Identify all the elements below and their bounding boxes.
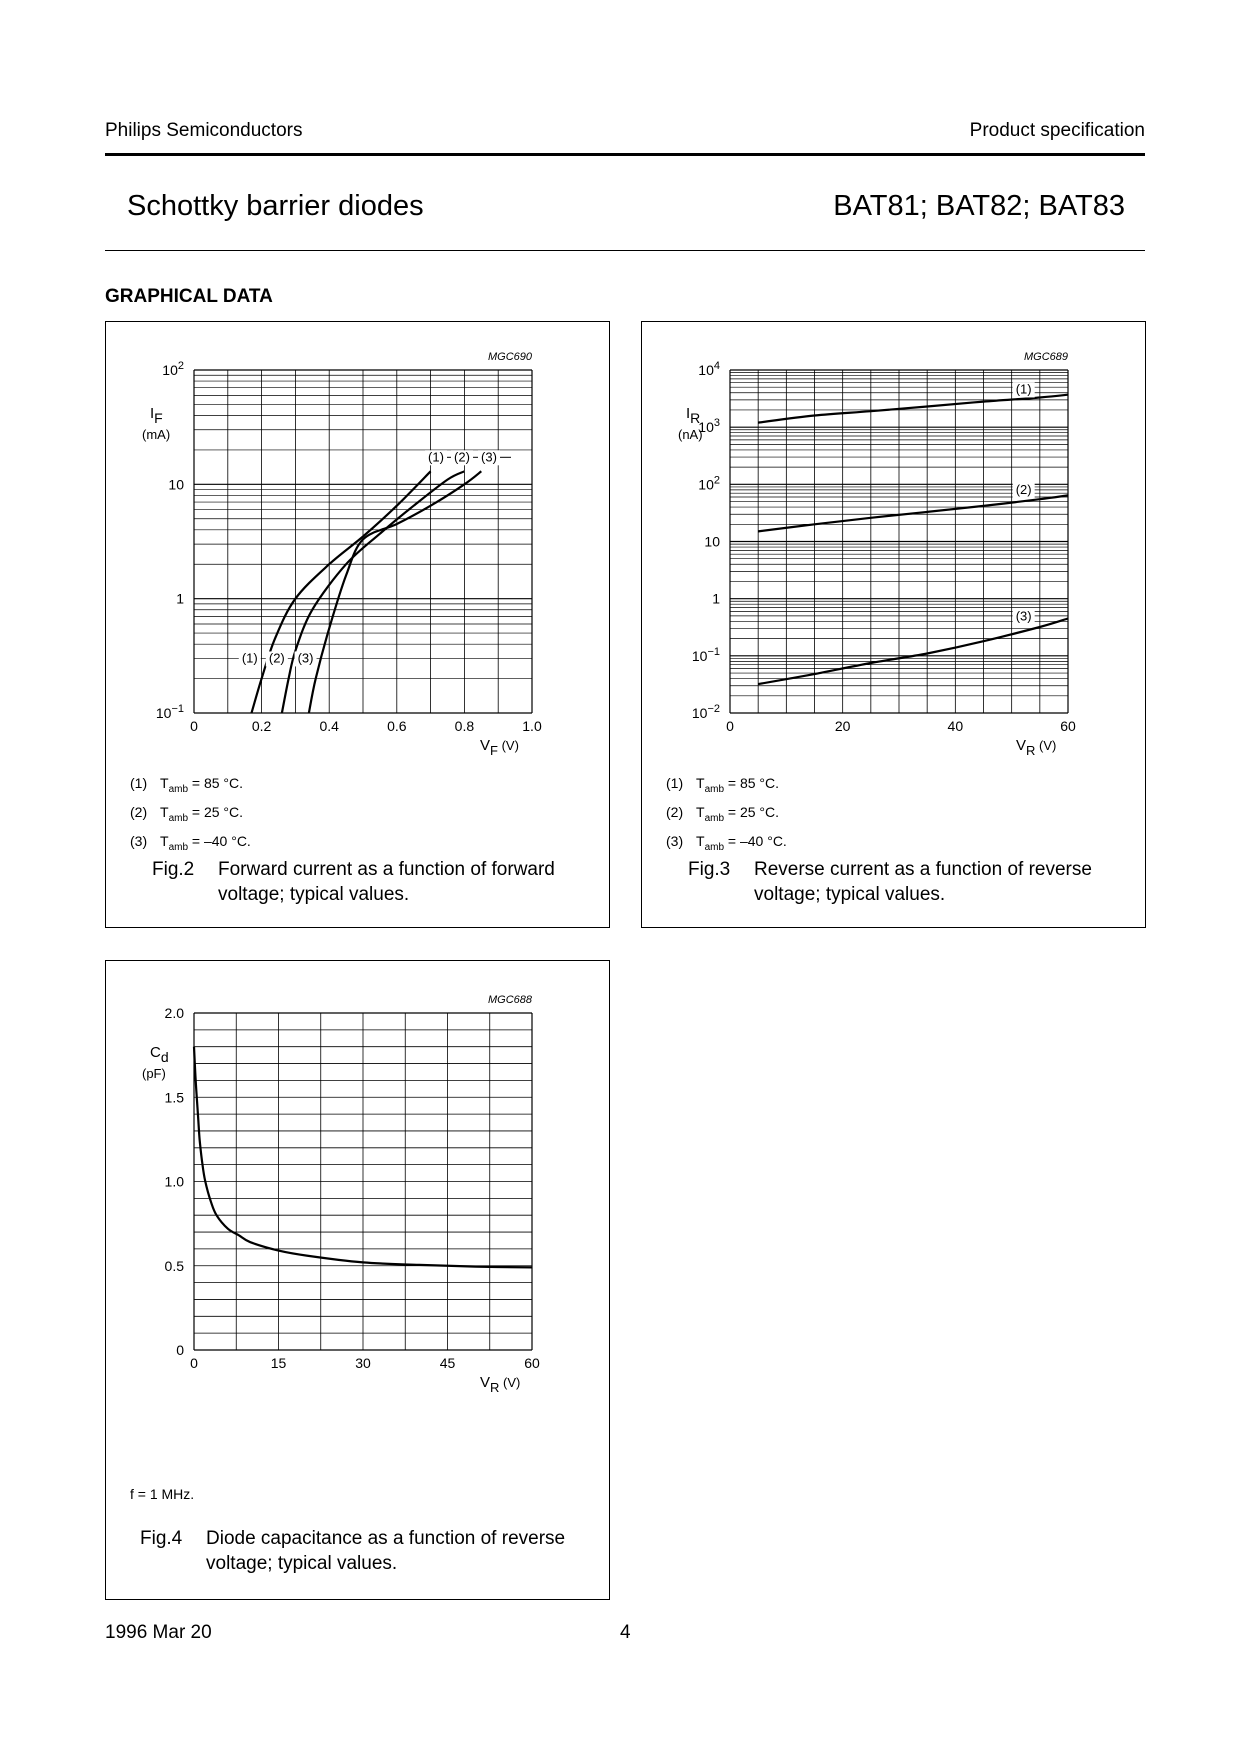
x-axis-unit: (V) (499, 1375, 521, 1390)
x-tick-label: 15 (270, 1355, 287, 1371)
y-tick-label: 1.5 (164, 1089, 184, 1106)
fig3-notes (666, 772, 787, 858)
fig3-caption-label: Fig.3 (688, 859, 731, 880)
x-axis-label (1016, 737, 1056, 758)
fig4-notes (130, 1483, 194, 1505)
fig2-notes (130, 772, 251, 858)
series-line-2 (282, 471, 465, 713)
y-axis-symbol: I (686, 405, 691, 422)
y-tick-label (692, 703, 720, 721)
y-tick-label (156, 703, 184, 721)
fig2-note-3: (3) $T_{amb} = -40$ °C. (130, 832, 251, 853)
part-numbers: BAT81; BAT82; BAT83 (833, 190, 1125, 222)
title-rule (105, 250, 1145, 251)
x-tick-label: 1.0 (522, 718, 542, 734)
curve-label: (2) (1015, 482, 1032, 498)
x-tick-label: 45 (439, 1355, 456, 1371)
y-tick-base: 10 (691, 647, 708, 664)
document-type: Product specification (969, 120, 1145, 141)
y-tick-label: 2.0 (164, 1005, 184, 1021)
y-tick-base: 10 (155, 705, 172, 721)
y-tick-exponent: −1 (171, 703, 184, 715)
curve-label: (1) (1015, 381, 1032, 397)
curve-label-top: (2) (454, 449, 470, 465)
y-tick-label: 0.5 (164, 1257, 184, 1274)
y-axis-label (686, 405, 700, 426)
curve-label-bottom: (1) (241, 650, 258, 666)
fig3-panel (641, 321, 1146, 928)
x-tick-label: 0.8 (454, 718, 475, 734)
chart-code: MGC690 (487, 351, 532, 363)
document-title: Schottky barrier diodes (127, 190, 424, 222)
company-name: Philips Semiconductors (105, 120, 303, 141)
curve-label-bottom: (3) (297, 650, 314, 666)
y-tick-label: 1 (176, 590, 184, 607)
y-tick-base: 10 (698, 362, 714, 378)
y-tick-label (698, 360, 720, 378)
y-tick-exponent: 4 (713, 360, 720, 372)
y-tick-exponent: −1 (707, 645, 720, 658)
y-tick-base: 10 (698, 476, 714, 493)
curve-label: (3) (1015, 608, 1032, 624)
y-tick-base: 10 (691, 705, 708, 721)
fig3-chart (642, 322, 1147, 762)
y-tick-exponent: 2 (713, 474, 720, 487)
x-axis-unit: (V) (497, 738, 519, 753)
y-tick-label (692, 646, 720, 664)
y-axis-unit: (mA) (142, 427, 171, 442)
x-axis-subscript: R (1026, 743, 1036, 758)
x-axis-label (480, 737, 519, 758)
y-tick-base: 10 (162, 362, 178, 378)
x-tick-label: 20 (834, 718, 851, 734)
section-title: GRAPHICAL DATA (105, 286, 273, 307)
y-tick-label (162, 360, 184, 378)
x-tick-label: 30 (355, 1355, 371, 1371)
x-axis-symbol: V (480, 737, 491, 754)
fig2-caption-label: Fig.2 (152, 859, 195, 880)
x-tick-label: 0.4 (319, 718, 339, 734)
y-tick-base: 10 (698, 419, 714, 436)
x-axis-symbol: V (480, 1374, 491, 1391)
x-axis-unit: (V) (1035, 738, 1057, 753)
y-axis-subscript: F (154, 410, 163, 426)
series-line-2 (758, 495, 1068, 531)
y-axis-subscript: d (160, 1049, 169, 1065)
x-tick-label: 0 (190, 718, 198, 734)
fig4-caption-label: Fig.4 (140, 1528, 183, 1549)
x-tick-label: 60 (524, 1355, 540, 1371)
fig3-note-1: (1) $T_{amb} = 85$ °C. (666, 775, 780, 795)
curve-label-bottom: (2) (268, 650, 285, 666)
fig3-caption-text: Reverse current as a function of reverse voltage; typical values. (754, 859, 1092, 905)
page-number: 4 (620, 1622, 631, 1643)
x-tick-label: 0.6 (387, 718, 407, 734)
fig4-note-frequency: f = 1 MHz. (130, 1486, 195, 1502)
x-axis-subscript: R (490, 1380, 500, 1395)
y-axis-subscript: R (690, 410, 701, 426)
fig2-panel (105, 321, 610, 928)
chart-code: MGC688 (487, 994, 532, 1006)
x-tick-label: 40 (947, 718, 964, 734)
y-axis-symbol: I (150, 405, 155, 422)
y-axis-unit: (pF) (142, 1066, 166, 1081)
x-axis-symbol: V (1016, 737, 1027, 754)
fig2-note-2: (2) $T_{amb} = 25$ °C. (130, 803, 244, 824)
fig2-caption-text: Forward current as a function of forward voltage; typical values. (218, 859, 555, 905)
curve-label-top: (1) (428, 449, 444, 465)
fig3-note-2: (2) $T_{amb} = 25$ °C. (666, 803, 780, 824)
series-line-1 (758, 395, 1068, 423)
x-tick-label: 0.2 (251, 718, 272, 734)
y-tick-label: 10 (704, 533, 720, 550)
y-axis-label (150, 1044, 169, 1065)
fig2-note-1: (1) $T_{amb} = 85$ °C. (130, 775, 244, 795)
y-tick-label: 10 (168, 476, 184, 493)
x-tick-label: 0 (726, 718, 734, 734)
fig4-chart (106, 961, 611, 1395)
y-tick-label: 1.0 (164, 1173, 184, 1190)
footer-date: 1996 Mar 20 (105, 1622, 212, 1643)
curve-label-top: (3) (481, 449, 497, 465)
y-tick-label: 1 (712, 590, 720, 607)
x-axis-subscript: F (490, 743, 498, 758)
y-tick-exponent: 3 (713, 417, 720, 430)
x-tick-label: 0 (190, 1355, 198, 1371)
fig2-chart (106, 322, 611, 762)
x-axis-label (480, 1374, 520, 1395)
y-tick-label: 0 (176, 1342, 184, 1358)
y-axis-symbol: C (150, 1044, 161, 1061)
y-tick-exponent: −2 (707, 703, 720, 715)
x-tick-label: 60 (1060, 718, 1076, 734)
y-axis-label (150, 405, 163, 426)
header-rule (105, 153, 1145, 156)
y-axis-unit: (nA) (678, 427, 703, 442)
y-tick-label (698, 474, 720, 492)
fig4-panel (105, 960, 610, 1600)
y-tick-exponent: 2 (177, 360, 184, 372)
fig3-note-3: (3) $T_{amb} = -40$ °C. (666, 832, 787, 853)
chart-code: MGC689 (1023, 351, 1068, 363)
fig4-caption-text: Diode capacitance as a function of reverse voltage; typical values. (206, 1528, 566, 1574)
